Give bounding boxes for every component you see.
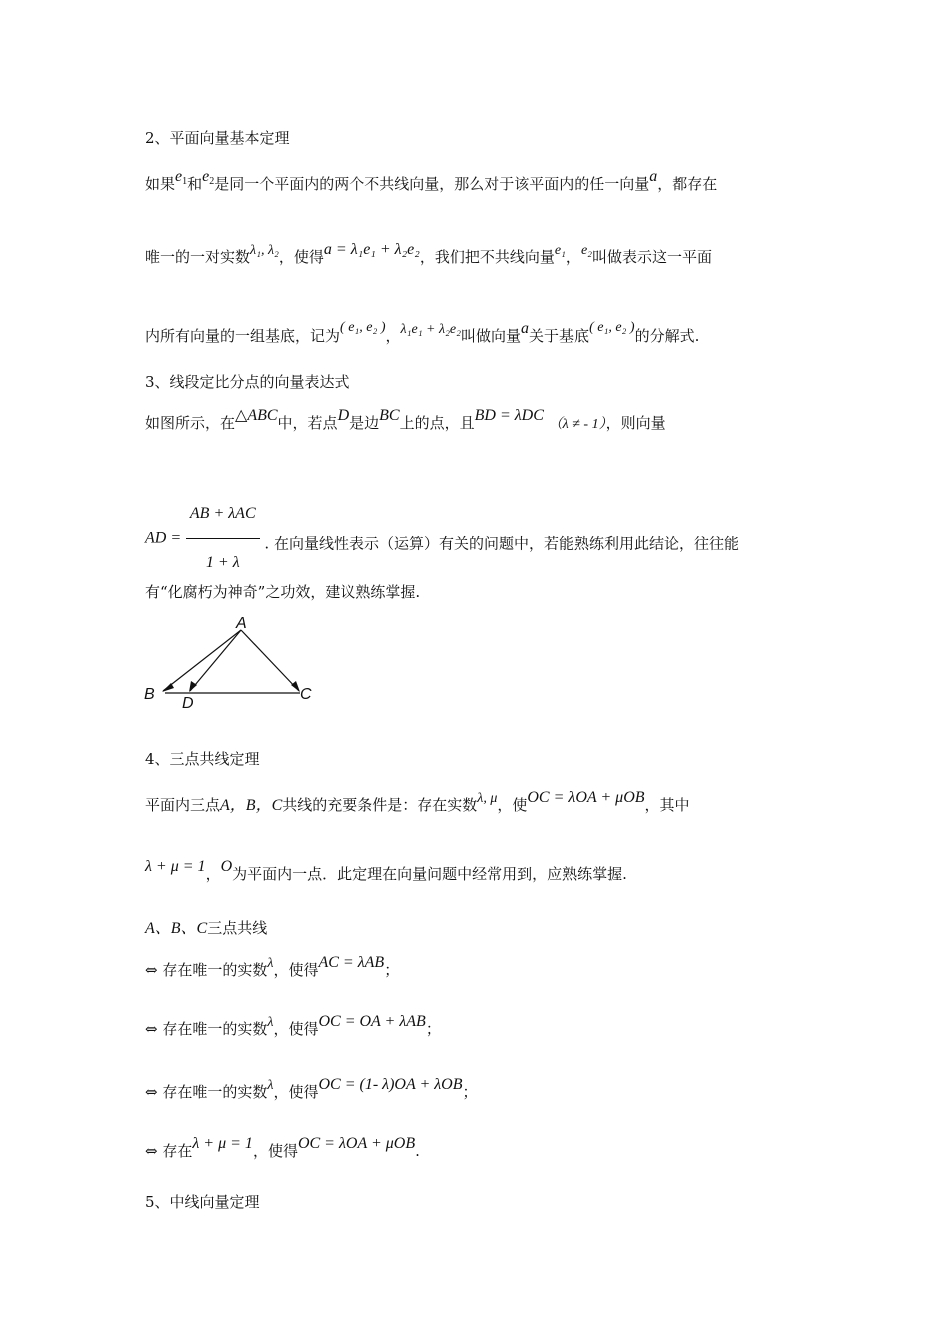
equiv-item-3: ⇔ 存在唯一的实数λ，使得OC = (1- λ)OA + λOB；	[145, 1076, 478, 1101]
sec4-para2: λ + μ = 1，O为平面内一点．此定理在向量问题中经常用到，应熟练掌握.	[145, 858, 627, 883]
vector-ab	[163, 630, 241, 691]
sec2-para1: 如果$e_1$和$e_2$是同一个平面内的两个不共线向量，那么对于该平面内的任一向量a，都存在	[145, 168, 718, 193]
ad-fraction: $\frac{\text{AB + λAC}}{1 + \lambda}$	[186, 492, 260, 585]
linear-combination: λ₁e₁ + λ₂e₂	[400, 322, 462, 337]
equiv-arrow-icon: ⇔	[145, 1020, 158, 1038]
collinear-formula: OC = λOA + μOB	[527, 789, 645, 806]
label-d: D	[182, 695, 194, 710]
decomposition-formula: a = λ₁e₁ + λ₂e₂	[323, 241, 420, 258]
collinear-heading: A、B、C三点共线	[145, 919, 268, 937]
sec3-para3: 有“化腐朽为神奇”之功效，建议熟练掌握.	[145, 583, 421, 601]
equiv-item-4: ⇔ 存在λ + μ = 1，使得OC = λOA + μOB.	[145, 1135, 420, 1160]
equiv-arrow-icon: ⇔	[145, 1083, 158, 1101]
basis-notation: ( e₁, e₂ )	[340, 320, 386, 335]
equiv-item-1: ⇔ 存在唯一的实数λ，使得AC = λAB；	[145, 954, 400, 979]
ratio-formula: BD = λDC	[474, 407, 544, 424]
label-c: C	[300, 686, 312, 703]
arrow-d	[189, 681, 197, 692]
equiv-item-2: ⇔ 存在唯一的实数λ，使得OC = OA + λAB；	[145, 1013, 441, 1038]
basis-notation-2: ( e₁, e₂ )	[589, 320, 635, 335]
lambda-pair: λ₁, λ₂	[250, 243, 279, 258]
label-b: B	[144, 686, 155, 703]
sec3-para1: 如图所示，在△ABC中，若点D是边BC上的点，且BD = λDC （λ ≠ - 1），则向量	[145, 407, 666, 432]
sec2-heading: 2、平面向量基本定理	[145, 129, 290, 147]
vector-ac	[241, 630, 299, 691]
ad-lhs: AD =	[145, 529, 182, 547]
equiv-arrow-icon: ⇔	[145, 1142, 158, 1160]
vector-e1: $e_1$	[175, 168, 188, 187]
label-a: A	[236, 615, 247, 632]
sec2-para3: 内所有向量的一组基底，记为( e₁, e₂ )，λ₁e₁ + λ₂e₂叫做向量a关于基底( e₁, e₂ )的分解式.	[145, 320, 700, 345]
sec4-heading: 4、三点共线定理	[145, 750, 260, 768]
sec5-heading: 5、中线向量定理	[145, 1193, 260, 1211]
sec2-para2: 唯一的一对实数λ₁, λ₂，使得a = λ₁e₁ + λ₂e₂，我们把不共线向量e₁，e₂叫做表示这一平面	[145, 241, 713, 266]
arrow-c	[291, 681, 300, 692]
vector-ad	[190, 630, 241, 691]
triangle-figure	[140, 612, 330, 710]
equiv-arrow-icon: ⇔	[145, 961, 158, 979]
sec3-heading: 3、线段定比分点的向量表达式	[145, 373, 350, 391]
sec3-para2: AD = $\frac{\text{AB + λAC}}{1 + \lambda}$ . 在向量线性表示（运算）有关的问题中，若能熟练利用此结论，往往能	[145, 492, 739, 585]
vector-e2: $e_2$	[202, 168, 215, 187]
vector-a: a	[649, 168, 658, 185]
sec4-para1: 平面内三点A，B，C共线的充要条件是：存在实数λ, μ，使OC = λOA + μOB，其中	[145, 789, 690, 814]
sum-condition: λ + μ = 1	[145, 858, 206, 875]
